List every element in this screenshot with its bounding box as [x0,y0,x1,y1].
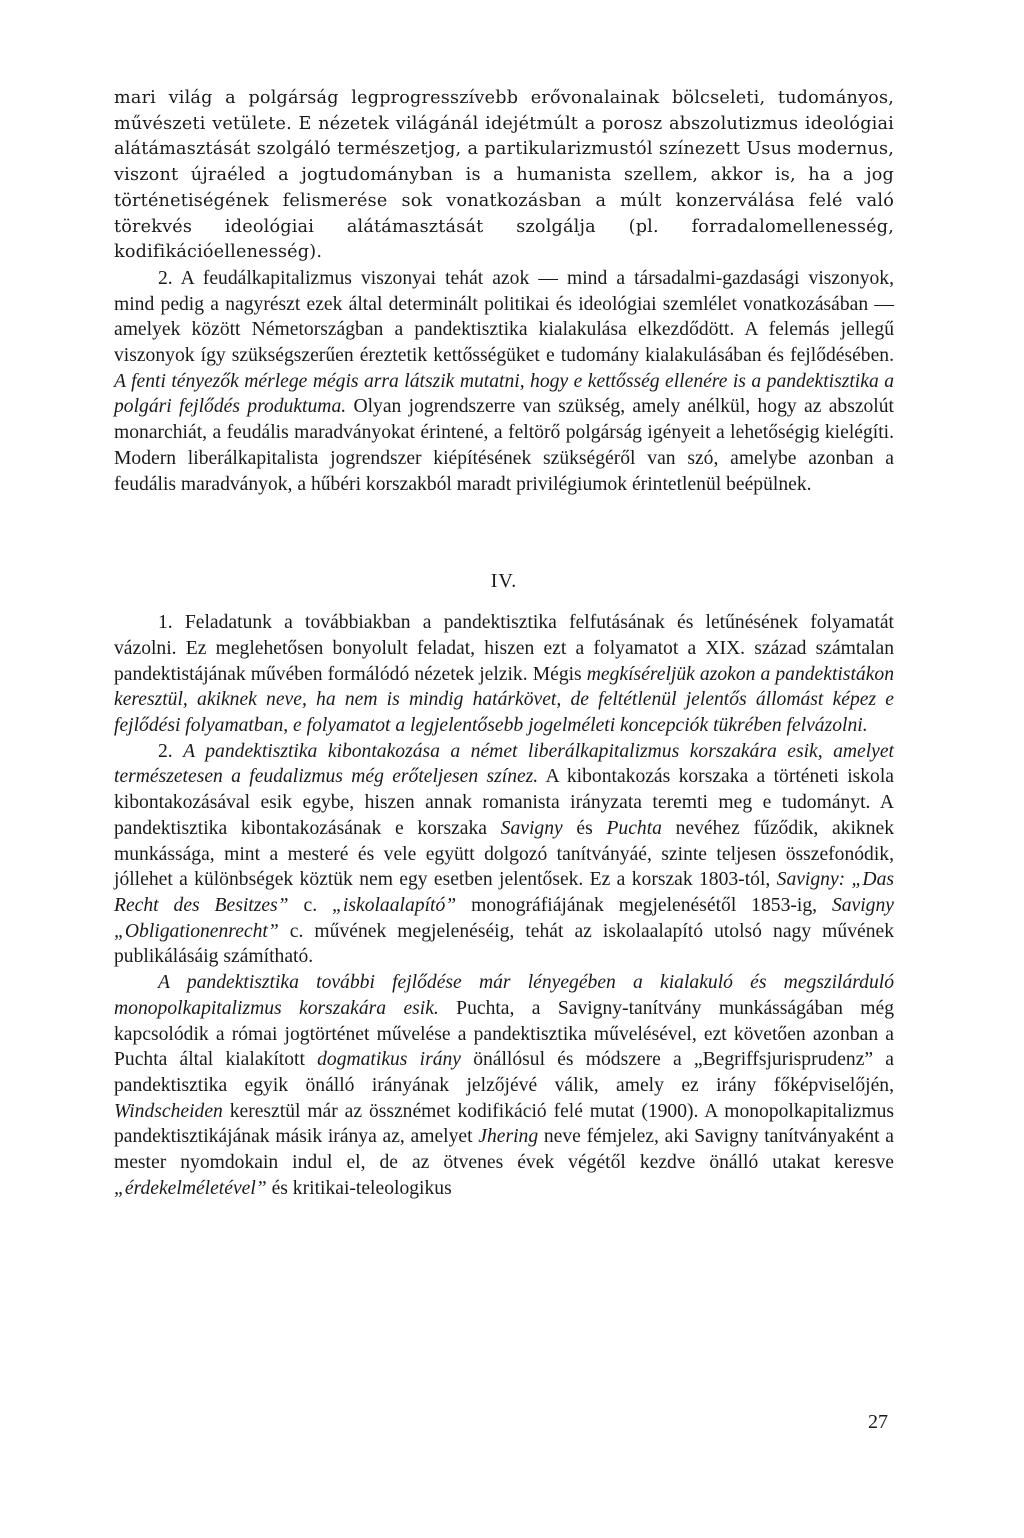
paragraph-5-text-f: keresztül már az össznémet kodifikáció felé mutat (1900). A monopolkapitalizmus pandektisztikájának másik iránya az, amelyet [114,1100,894,1148]
paragraph-4-text-a: 2. [158,740,184,762]
paragraph-5-emphasis-i: „érdekelméletével” [114,1177,267,1199]
paragraph-2-emphasis: A fenti tényezők mérlege mégis arra látszik mutatni, hogy e kettősség ellenére is a pandektisztika a polgári fejlődés produktuma. [114,370,894,418]
paragraph-4-text-g: nevéhez fűződik, akiknek munkássága, mint a mesteré és vele együtt dolgozó tanítványáé, szinte teljesen összefonódik, jóllehet a különbségek köztük nem egy esetben jelentősek. Ez a korszak 1803-tól, [114,817,894,891]
paragraph-5-text-b: Puchta, a Savigny-tanítvány munkásságában még kapcsolódik a római jogtörténet művelése a pandektisztika művelésével, ezt követően azonban a Puchta által kialakított [114,997,894,1071]
paragraph-3-text-a: 1. Feladatunk a továbbiakban a pandektisztika felfutásának és letűnésének folyamatát vázolni. Ez meglehetősen bonyolult feladat, hiszen ezt a folyamatot a XIX. század számtalan pandektistájának művében formálódó nézetek jelzik. Mégis [114,612,894,685]
paragraph-4-text-i: c. [288,894,333,916]
paragraph-3 [114,610,894,739]
paragraph-4 [114,739,894,970]
paragraph-4-text-m: c. művének megjelenéséig, tehát az iskolaalapító utolsó nagy művének publikálásáig számítható. [114,920,894,968]
paragraph-5-emphasis-g: Jhering [478,1126,539,1148]
paragraph-2-text-a: 2. A feudálkapitalizmus viszonyai tehát azok — mind a társadalmi-gazdasági viszonyok, mind pedig a nagyrészt ezek által determinált politikai és ideológiai szemlélet vonatkozásában — amelyek között Németországban a pandektisztika kialakulása elkezdődött. A felemás jellegű viszonyok így szükségszerűen éreztetik kettősségüket e tudomány kialakulásában és fejlődésében. [114,267,894,367]
paragraph-4-emphasis-h: Savigny: „Das Recht des Besitzes” [114,869,895,916]
paragraph-5-text-h: neve fémjelez, aki Savigny tanítványaként a mester nyomdokain indul el, de az ötvenes évek végétől kezdve önálló utakat keresve [114,1126,894,1174]
paragraph-5-emphasis-a: A pandektisztika további fejlődése már lényegében a kialakuló és megszilárduló monopolkapitalizmus korszakára esik. [114,972,894,1019]
paragraph-5-text-j: és kritikai-teleologikus [266,1177,452,1199]
paragraph-4-emphasis-b: A pandektisztika kibontakozása a német liberálkapitalizmus korszakára esik, amelyet természetesen a feudalizmus még erőteljesen színez. [114,740,895,788]
paragraph-4-emphasis-j: „iskolaalapító” [332,894,457,916]
page-body [114,86,894,1201]
paragraph-4-text-k: monográfiájának megjelenésétől 1853-ig, [456,894,832,916]
paragraph-2 [114,266,894,497]
paragraph-4-emphasis-puchta: Puchta [606,817,662,839]
paragraph-2-text-c: Olyan jogrendszerre van szükség, amely anélkül, hogy az abszolút monarchiát, a feudális maradványokat érintené, a feltörő polgárság igényeit a lehetőségig kielégíti. Modern liberálkapitalista jogrendszer kiépítésének szükségéről van szó, amelybe azonban a feudális maradványok, a hűbéri korszakból maradt privilégiumok érintetlenül beépülnek. [114,396,894,495]
paragraph-4-text-c: A kibontakozás korszaka a történeti iskola kibontakozásával esik egybe, hiszen annak romanista irányzata teremti meg e tudományt. A pandektisztika kibontakozásának e korszaka [114,766,894,839]
paragraph-1: mari világ a polgárság legprogresszívebb erővonalainak bölcseleti, tudományos, művészeti vetülete. E nézetek világánál idejétmúlt a porosz abszolutizmus ideológiai alátámasztását szolgáló természetjog, a partikularizmustól színezett Usus modernus, viszont újraéled a jogtudományban is a humanista szellem, akkor is, ha a jog történetiségének felismerése sok vonatkozásban a múlt konzerválása felé való törekvés ideológiai alátámasztását szolgálja (pl. forradalomellenesség, kodifikációellenesség). [114,88,894,263]
page-number: 27 [868,1411,888,1433]
paragraph-4-text-e: és [562,817,607,839]
paragraph-5 [114,970,894,1201]
paragraph-4-emphasis-l: Savigny „Obligationenrecht” [114,894,894,942]
paragraph-5-emphasis-e: Windscheiden [114,1100,223,1122]
paragraph-5-text-d: önállósul és módszere a „Begriffsjurisprudenz” a pandektisztika egyik önálló irányának jelzőjévé válik, amely ez irány főképviselőjén, [114,1049,894,1096]
paragraph-5-emphasis-c: dogmatikus irány [317,1049,461,1071]
paragraph-4-emphasis-savigny: Savigny [500,817,563,839]
paragraph-3-emphasis: megkíséreljük azokon a pandektistákon keresztül, akiknek neve, ha nem is mindig határkövet, de feltétlenül jelentős állomást képez e fejlődési folyamatban, e folyamatot a legjelentősebb jogelméleti koncepciók tükrében felvázolni. [114,663,894,737]
section-heading: IV. [490,570,518,593]
